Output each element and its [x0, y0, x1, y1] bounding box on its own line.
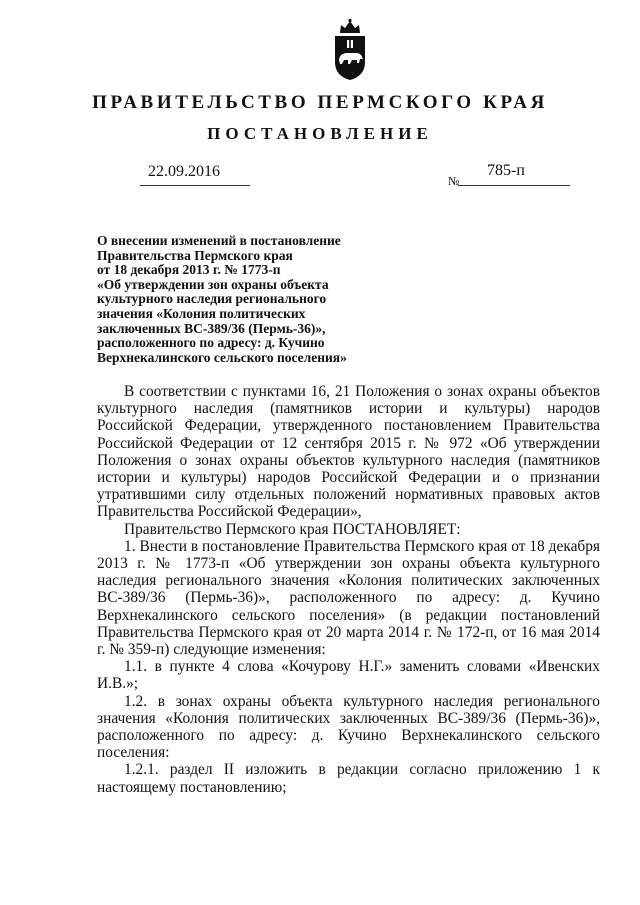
crown-icon [340, 21, 360, 33]
resolves-paragraph: Правительство Пермского края ПОСТАНОВЛЯЕТ: [124, 520, 461, 538]
perm-krai-emblem-icon [328, 18, 372, 82]
item-1-paragraph: 1. Внести в постановление Правительства Пермского края от 18 декабря 2013 г. № 1773-п «Об утверждении зон охраны объекта культурного наследия регионального значения «Колония политических заключенных ВС-389/36 (Пермь-36)», расположенного по адресу: д. Кучино Верхнекалинского сельского поселения» (в редакции постановлений Правительства Пермского края от 20 марта 2014 г. № 172-п, от 16 мая 2014 г. № 359-п) следующие изменения: [97, 537, 600, 659]
document-date: 22.09.2016 [148, 163, 220, 180]
item-1-2-paragraph: 1.2. в зонах охраны объекта культурного наследия регионального значения «Колония политических заключенных ВС-389/36 (Пермь-36)», расположенного по адресу: д. Кучино Верхнекалинского сельского поселения: [97, 692, 600, 762]
government-title: ПРАВИТЕЛЬСТВО ПЕРМСКОГО КРАЯ [92, 92, 548, 113]
document-subject [97, 234, 397, 365]
subject-line: Правительства Пермского края [97, 247, 293, 263]
subject-line: от 18 декабря 2013 г. № 1773-п [97, 262, 281, 278]
subject-line: значения «Колония политических [97, 305, 306, 321]
subject-line: расположенного по адресу: д. Кучино [97, 335, 325, 351]
subject-line: Верхнекалинского сельского поселения» [97, 349, 347, 365]
document-body [97, 383, 600, 796]
subject-line: заключенных ВС-389/36 (Пермь-36)», [97, 320, 326, 336]
subject-line: О внесении изменений в постановление [97, 233, 341, 248]
document-type: ПОСТАНОВЛЕНИЕ [207, 124, 433, 143]
subject-line: «Об утверждении зон охраны объекта [97, 276, 329, 292]
number-underline [458, 185, 570, 186]
preamble-paragraph: В соответствии с пунктами 16, 21 Положения о зонах охраны объектов культурного наследия (памятников истории и культуры) народов Российской Федерации, утвержденного постановлением Правительства Российской Федерации от 12 сентября 2015 г. № 972 «Об утверждении Положения о зонах охраны объектов культурного наследия (памятников истории и культуры) народов Российской Федерации и о признании утратившими силу отдельных положений нормативных правовых актов Правительства Российской Федерации», [97, 383, 600, 521]
date-underline [140, 185, 250, 186]
subject-line: культурного наследия регионального [97, 291, 327, 307]
item-1-2-1-paragraph: 1.2.1. раздел II изложить в редакции согласно приложению 1 к настоящему постановлению; [97, 761, 600, 796]
number-sign: № [448, 174, 460, 188]
document-number: 785-п [487, 162, 525, 179]
item-1-1-paragraph: 1.1. в пункте 4 слова «Кочурову Н.Г.» заменить словами «Ивенских И.В.»; [97, 658, 600, 693]
